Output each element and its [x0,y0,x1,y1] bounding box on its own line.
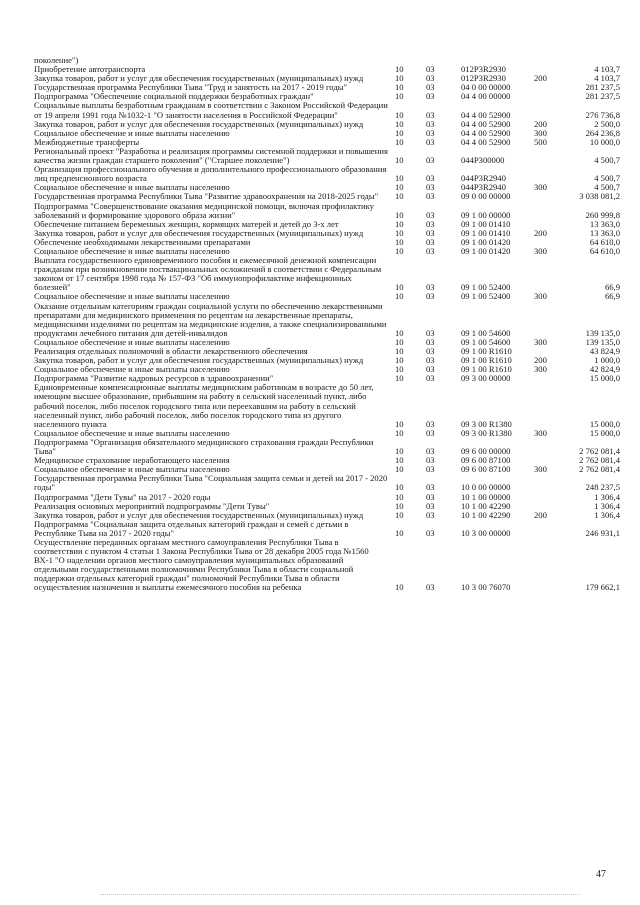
row-description: Социальное обеспечение и иные выплаты населению [34,364,230,375]
section-code: 10 [395,582,404,593]
row-description: Закупка товаров, работ и услуг для обеспечения государственных (муниципальных) нужд [34,118,364,129]
expense-type-code: 300 [534,245,547,256]
subsection-code: 03 [426,209,435,220]
section-code: 10 [395,82,404,93]
budget-table [34,56,620,593]
amount: 4 500,7 [594,173,620,184]
section-code: 10 [395,455,404,466]
expense-type-code: 200 [534,73,547,84]
row-description: Государственная программа Республики Тыва "Социальная защита семьи и детей на 2017 - 2020 годы" [34,473,388,493]
subsection-code: 03 [426,64,435,75]
subsection-code: 03 [426,91,435,102]
subsection-code: 03 [426,127,435,138]
target-article-code: 09 1 00 00000 [461,209,511,220]
row-description: Обеспечение необходимыми лекарственными препаратами [34,236,251,247]
amount: 276 736,8 [585,109,620,120]
expense-type-code: 200 [534,227,547,238]
section-code: 10 [395,64,404,75]
target-article-code: 04 4 00 00000 [461,91,511,102]
row-description: Единовременные компенсационные выплаты медицинским работникам в возрасте до 50 лет, имеющим высшее образование, прибывшим на работу в сельский населенный пункт, либо рабочий поселок, либо поселок городского типа или переехавшим на работу в сельский населенный пункт, либо рабочий поселок, либо поселок городского типа из другого населенного пункта [34,382,374,429]
amount: 15 000,0 [589,427,620,438]
target-article-code: 09 1 00 52400 [461,282,511,293]
amount: 4 103,7 [594,73,620,84]
expense-type-code: 300 [534,336,547,347]
subsection-code: 03 [426,427,435,438]
target-article-code: 09 1 00 01410 [461,218,511,229]
target-article-code: 012P3R2930 [461,64,506,75]
subsection-code: 03 [426,327,435,338]
subsection-code: 03 [426,346,435,356]
target-article-code: 04 4 00 52900 [461,109,511,120]
subsection-code: 03 [426,582,435,593]
row-description: Организация профессионального обучения и дополнительного профессионального образования лиц предпенсионного возраста [34,164,387,184]
target-article-code: 044P300000 [461,155,505,166]
section-code: 10 [395,500,404,511]
section-code: 10 [395,173,404,184]
table-row [34,474,620,492]
amount: 260 999,8 [585,209,620,220]
subsection-code: 03 [426,291,435,302]
amount: 281 237,5 [585,91,620,102]
target-article-code: 04 4 00 52900 [461,136,511,147]
row-description: Государственная программа Республики Тыва "Развитие здравоохранения на 2018-2025 годы" [34,191,379,202]
target-article-code: 10 1 00 42290 [461,500,511,511]
expense-type-code: 300 [534,464,547,475]
amount: 1 306,4 [594,509,620,520]
amount: 281 237,5 [585,82,620,93]
section-code: 10 [395,118,404,129]
section-code: 10 [395,527,404,538]
section-code: 10 [395,127,404,138]
section-code: 10 [395,218,404,229]
subsection-code: 03 [426,173,435,184]
section-code: 10 [395,227,404,238]
target-article-code: 10 1 00 42290 [461,509,511,520]
section-code: 10 [395,209,404,220]
row-description: Социальное обеспечение и иные выплаты населению [34,336,230,347]
row-description: Социальное обеспечение и иные выплаты населению [34,127,230,138]
section-code: 10 [395,236,404,247]
amount: 4 500,7 [594,182,620,193]
amount: 1 000,0 [594,355,620,366]
amount: 2 762 081,4 [579,446,620,457]
subsection-code: 03 [426,455,435,466]
amount: 66,9 [604,291,620,302]
row-description: Оказание отдельным категориям граждан социальной услуги по обеспечению лекарственными препаратами для медицинского применения по рецептам на лекарственные препараты, медицинскими изделиями по рецептам на медицинские изделия, а также специализированными продуктами лечебного питания для детей-инвалидов [34,300,387,338]
expense-type-code: 300 [534,364,547,375]
amount: 66,9 [604,282,620,293]
amount: 264 236,8 [585,127,620,138]
row-description: Подпрограмма "Совершенствование оказания медицинской помощи, включая профилактику заболеваний и формирование здорового образа жизни" [34,200,374,220]
amount: 15 000,0 [589,418,620,429]
section-code: 10 [395,136,404,147]
subsection-code: 03 [426,118,435,129]
amount: 10 000,0 [589,136,620,147]
target-article-code: 044P3R2940 [461,182,506,193]
row-description: Подпрограмма "Развитие кадровых ресурсов в здравоохранении" [34,373,274,384]
subsection-code: 03 [426,509,435,520]
amount: 139 135,0 [585,327,620,338]
amount: 42 824,9 [589,364,620,375]
row-description: Медицинское страхование неработающего населения [34,455,230,466]
bottom-divider [100,894,580,895]
amount: 179 662,1 [585,582,620,593]
row-description: Подпрограмма "Дети Тувы" на 2017 - 2020 годы [34,491,211,502]
row-description: Выплата государственного единовременного пособия и ежемесячной денежной компенсации гражданам при возникновении поствакцинальных осложнений в соответствии с Федеральным законом от 17 сентября 1998 года № 157-ФЗ "Об иммунопрофилактике инфекционных болезней" [34,255,382,293]
subsection-code: 03 [426,191,435,202]
row-description: Приобретение автотранспорта [34,64,146,75]
amount: 43 824,9 [589,346,620,356]
section-code: 10 [395,182,404,193]
expense-type-code: 200 [534,118,547,129]
table-row [34,538,620,593]
amount: 2 500,0 [594,118,620,129]
subsection-code: 03 [426,464,435,475]
section-code: 10 [395,327,404,338]
amount: 1 306,4 [594,500,620,511]
target-article-code: 10 3 00 76070 [461,582,511,593]
subsection-code: 03 [426,182,435,193]
row-description: Реализация основных мероприятий подпрограммы "Дети Тувы" [34,500,270,511]
subsection-code: 03 [426,73,435,84]
target-article-code: 09 6 00 87100 [461,464,511,475]
amount: 15 000,0 [589,373,620,384]
amount: 139 135,0 [585,336,620,347]
amount: 13 363,0 [589,227,620,238]
row-description: Закупка товаров, работ и услуг для обеспечения государственных (муниципальных) нужд [34,355,364,366]
row-description: Социальное обеспечение и иные выплаты населению [34,182,230,193]
expense-type-code: 200 [534,355,547,366]
subsection-code: 03 [426,500,435,511]
row-description: Осуществление переданных органам местного самоуправления Республики Тыва в соответствии с пунктом 4 статьи 1 Закона Республики Тыва от 28 декабря 2005 года №1560 ВХ-1 "О наделении органов местного самоуправления муниципальных образований отдельными государственными полномочиями Республики Тыва в области социальной поддержки отдельных категорий граждан" полномочий Республики Тыва в области осуществления назначения и выплаты ежемесячного пособия на ребенка [34,536,369,593]
section-code: 10 [395,364,404,375]
section-code: 10 [395,346,404,356]
target-article-code: 09 0 00 00000 [461,191,511,202]
subsection-code: 03 [426,136,435,147]
section-code: 10 [395,191,404,202]
target-article-code: 09 6 00 87100 [461,455,511,466]
amount: 2 762 081,4 [579,455,620,466]
section-code: 10 [395,373,404,384]
subsection-code: 03 [426,336,435,347]
amount: 64 610,0 [589,245,620,256]
table-row [34,165,620,183]
table-row [34,147,620,165]
section-code: 10 [395,464,404,475]
row-description: Социальное обеспечение и иные выплаты населению [34,427,230,438]
amount: 13 363,0 [589,218,620,229]
row-description: Подпрограмма "Обеспечение социальной поддержки безработных граждан" [34,91,314,102]
row-description: поколение") [34,55,79,65]
target-article-code: 04 4 00 52900 [461,118,511,129]
target-article-code: 044P3R2940 [461,173,506,184]
expense-type-code: 300 [534,127,547,138]
row-description: Обеспечение питанием беременных женщин, кормящих матерей и детей до 3-х лет [34,218,339,229]
row-description: Социальное обеспечение и иные выплаты населению [34,245,230,256]
section-code: 10 [395,155,404,166]
subsection-code: 03 [426,418,435,429]
target-article-code: 09 1 00 R1610 [461,364,512,375]
subsection-code: 03 [426,364,435,375]
amount: 4 500,7 [594,155,620,166]
subsection-code: 03 [426,82,435,93]
target-article-code: 04 4 00 52900 [461,127,511,138]
subsection-code: 03 [426,446,435,457]
subsection-code: 03 [426,373,435,384]
target-article-code: 09 3 00 R1380 [461,418,512,429]
expense-type-code: 300 [534,427,547,438]
table-row [34,302,620,338]
subsection-code: 03 [426,109,435,120]
target-article-code: 09 3 00 R1380 [461,427,512,438]
subsection-code: 03 [426,282,435,293]
row-description: Социальное обеспечение и иные выплаты населению [34,464,230,475]
section-code: 10 [395,73,404,84]
page-number: 47 [596,869,606,880]
section-code: 10 [395,282,404,293]
expense-type-code: 300 [534,291,547,302]
table-row [34,202,620,220]
table-row [34,438,620,456]
row-description: Региональный проект "Разработка и реализация программы системной поддержки и повышения качества жизни граждан старшего поколения" ("Старшее поколение") [34,145,388,166]
section-code: 10 [395,109,404,120]
target-article-code: 09 6 00 00000 [461,446,511,457]
section-code: 10 [395,336,404,347]
target-article-code: 09 1 00 R1610 [461,346,512,356]
subsection-code: 03 [426,355,435,366]
amount: 246 931,1 [585,527,620,538]
target-article-code: 09 1 00 R1610 [461,355,512,366]
target-article-code: 10 3 00 00000 [461,527,511,538]
row-description: Межбюджетные трансферты [34,136,140,147]
subsection-code: 03 [426,491,435,502]
section-code: 10 [395,509,404,520]
target-article-code: 09 1 00 01420 [461,236,511,247]
expense-type-code: 200 [534,509,547,520]
target-article-code: 10 0 00 00000 [461,482,511,493]
target-article-code: 09 1 00 01410 [461,227,511,238]
subsection-code: 03 [426,236,435,247]
amount: 64 610,0 [589,236,620,247]
expense-type-code: 300 [534,182,547,193]
target-article-code: 012P3R2930 [461,73,506,84]
subsection-code: 03 [426,527,435,538]
table-row [34,383,620,428]
target-article-code: 10 1 00 00000 [461,491,511,502]
row-description: Реализация отдельных полномочий в области лекарственного обеспечения [34,346,308,356]
section-code: 10 [395,427,404,438]
target-article-code: 09 1 00 52400 [461,291,511,302]
target-article-code: 04 0 00 00000 [461,82,511,93]
subsection-code: 03 [426,227,435,238]
row-description: Закупка товаров, работ и услуг для обеспечения государственных (муниципальных) нужд [34,227,364,238]
subsection-code: 03 [426,155,435,166]
table-row [34,256,620,292]
expense-type-code: 500 [534,136,547,147]
amount: 2 762 081,4 [579,464,620,475]
row-description: Подпрограмма "Социальная защита отдельных категорий граждан и семей с детьми в Республике Тыва на 2017 - 2020 годы" [34,518,349,538]
amount: 4 103,7 [594,64,620,75]
row-description: Закупка товаров, работ и услуг для обеспечения государственных (муниципальных) нужд [34,73,364,84]
table-row [34,520,620,538]
target-article-code: 09 1 00 54600 [461,327,511,338]
target-article-code: 09 1 00 01420 [461,245,511,256]
row-description: Социальное обеспечение и иные выплаты населению [34,291,230,302]
subsection-code: 03 [426,245,435,256]
section-code: 10 [395,491,404,502]
row-description: Государственная программа Республики Тыва "Труд и занятость на 2017 - 2019 годы" [34,82,347,93]
target-article-code: 09 1 00 54600 [461,336,511,347]
amount: 1 306,4 [594,491,620,502]
amount: 3 038 081,2 [579,191,620,202]
row-description: Подпрограмма "Организация обязательного медицинского страхования граждан Республики Тыва" [34,436,374,457]
section-code: 10 [395,91,404,102]
section-code: 10 [395,418,404,429]
section-code: 10 [395,291,404,302]
section-code: 10 [395,482,404,493]
subsection-code: 03 [426,218,435,229]
section-code: 10 [395,446,404,457]
subsection-code: 03 [426,482,435,493]
section-code: 10 [395,355,404,366]
row-description: Социальные выплаты безработным гражданам в соответствии с Законом Российской Федерации от 19 апреля 1991 года №1032-1 "О занятости населения в Российской Федерации" [34,100,388,120]
row-description: Закупка товаров, работ и услуг для обеспечения государственных (муниципальных) нужд [34,509,364,520]
target-article-code: 09 3 00 00000 [461,373,511,384]
amount: 248 237,5 [585,482,620,493]
table-row [34,101,620,119]
section-code: 10 [395,245,404,256]
